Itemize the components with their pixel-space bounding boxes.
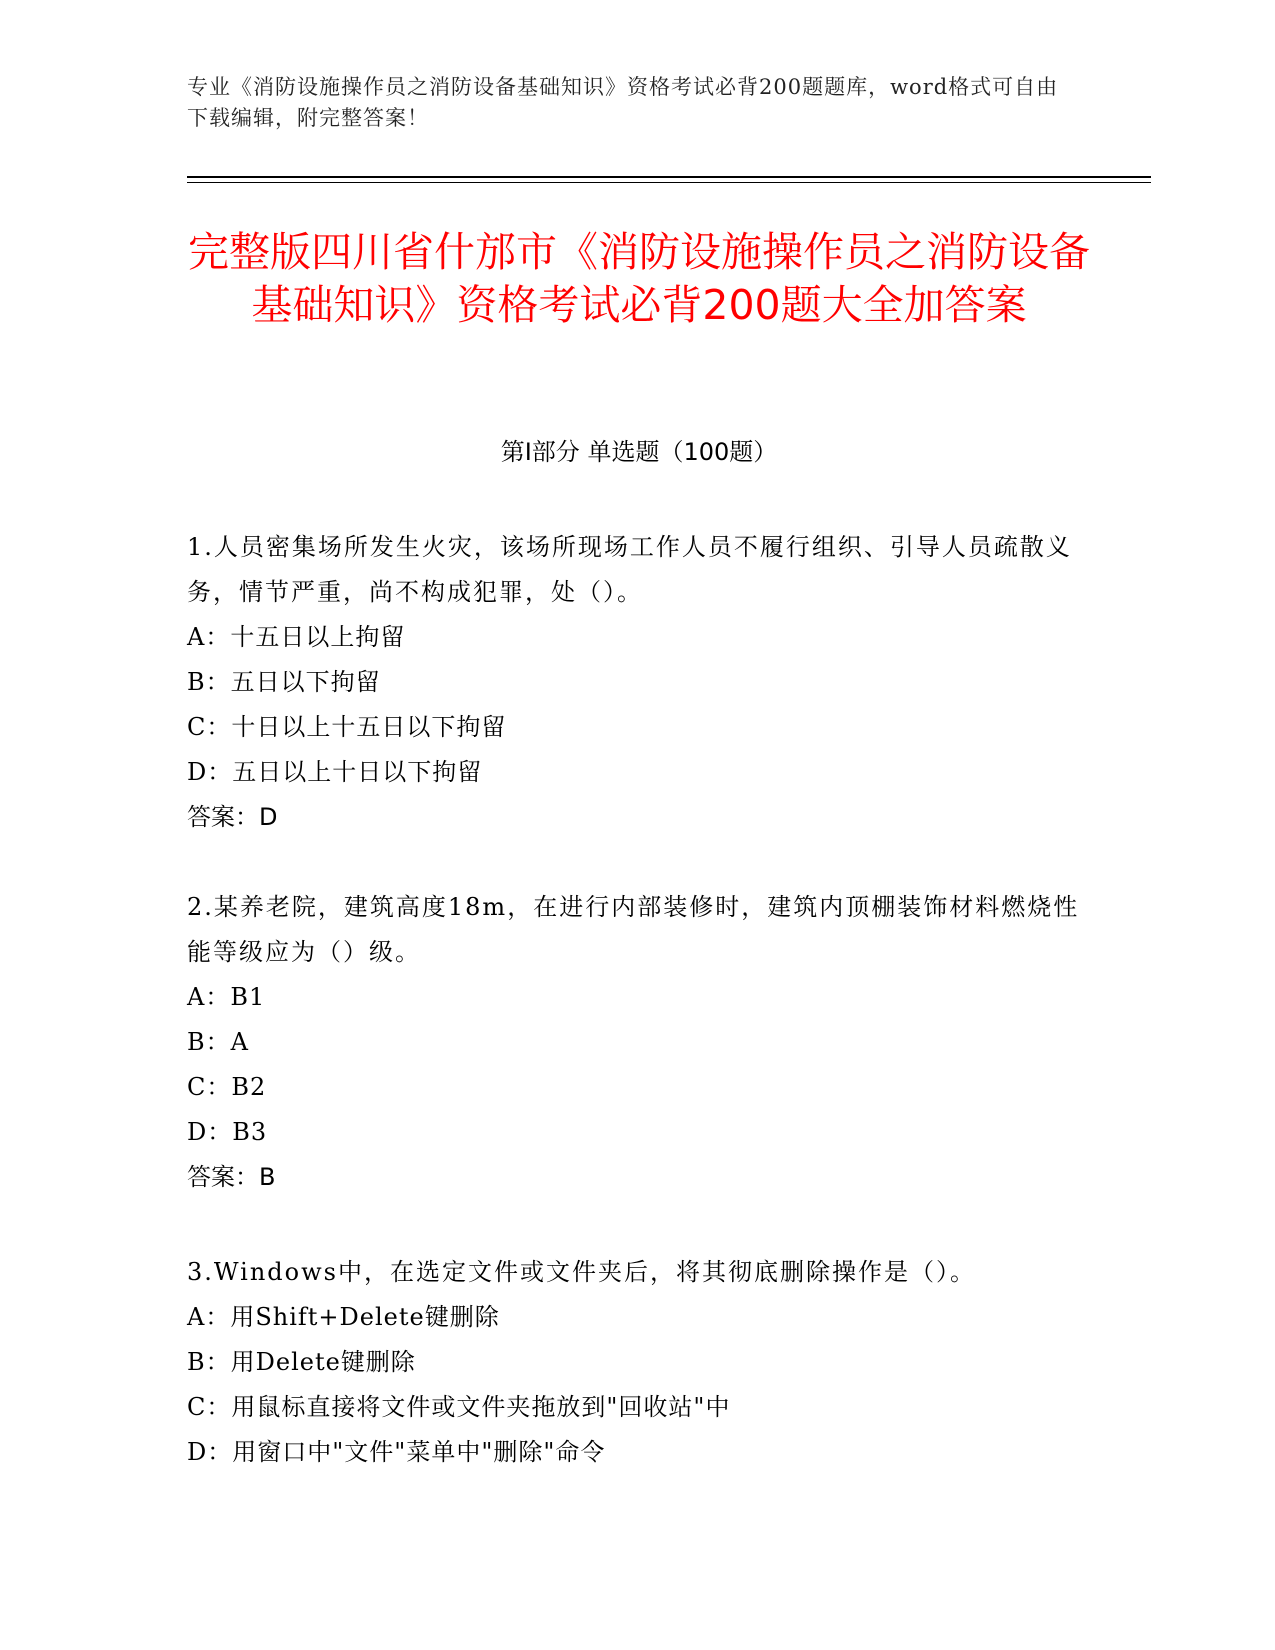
option-b: B：用Delete键删除 [187, 1348, 416, 1376]
header-note: 专业《消防设施操作员之消防设备基础知识》资格考试必背200题题库，word格式可自由下载编辑，附完整答案！ [187, 75, 1059, 130]
question-stem: 3.Windows中，在选定文件或文件夹后，将其彻底删除操作是（）。 [187, 1258, 976, 1286]
question-2 [187, 885, 1087, 1200]
question-3 [187, 1250, 1087, 1475]
option-c: C：用鼠标直接将文件或文件夹拖放到"回收站"中 [187, 1393, 731, 1421]
header-divider-thin [187, 182, 1151, 183]
question-stem: 2.某养老院，建筑高度18m，在进行内部装修时，建筑内顶棚装饰材料燃烧性能等级应为（）级。 [187, 893, 1080, 966]
option-a: A：十五日以上拘留 [187, 623, 406, 651]
section-heading: 第Ⅰ部分 单选题（100题） [500, 438, 778, 466]
question-stem: 1.人员密集场所发生火灾，该场所现场工作人员不履行组织、引导人员疏散义务，情节严重，尚不构成犯罪，处（）。 [187, 533, 1072, 606]
option-d: D：五日以上十日以下拘留 [187, 758, 483, 786]
answer: 答案：B [187, 1163, 276, 1191]
option-d: D：用窗口中"文件"菜单中"删除"命令 [187, 1438, 606, 1466]
header-divider-thick [187, 176, 1151, 178]
option-a: A：用Shift+Delete键删除 [187, 1303, 500, 1331]
option-c: C：十日以上十五日以下拘留 [187, 713, 507, 741]
answer: 答案：D [187, 803, 278, 831]
question-1 [187, 525, 1087, 840]
document-title: 完整版四川省什邡市《消防设施操作员之消防设备基础知识》资格考试必背200题大全加答案 [188, 228, 1090, 329]
option-a: A：B1 [187, 983, 266, 1011]
option-b: B：五日以下拘留 [187, 668, 381, 696]
option-c: C：B2 [187, 1073, 267, 1101]
option-d: D：B3 [187, 1118, 268, 1146]
option-b: B：A [187, 1028, 249, 1056]
